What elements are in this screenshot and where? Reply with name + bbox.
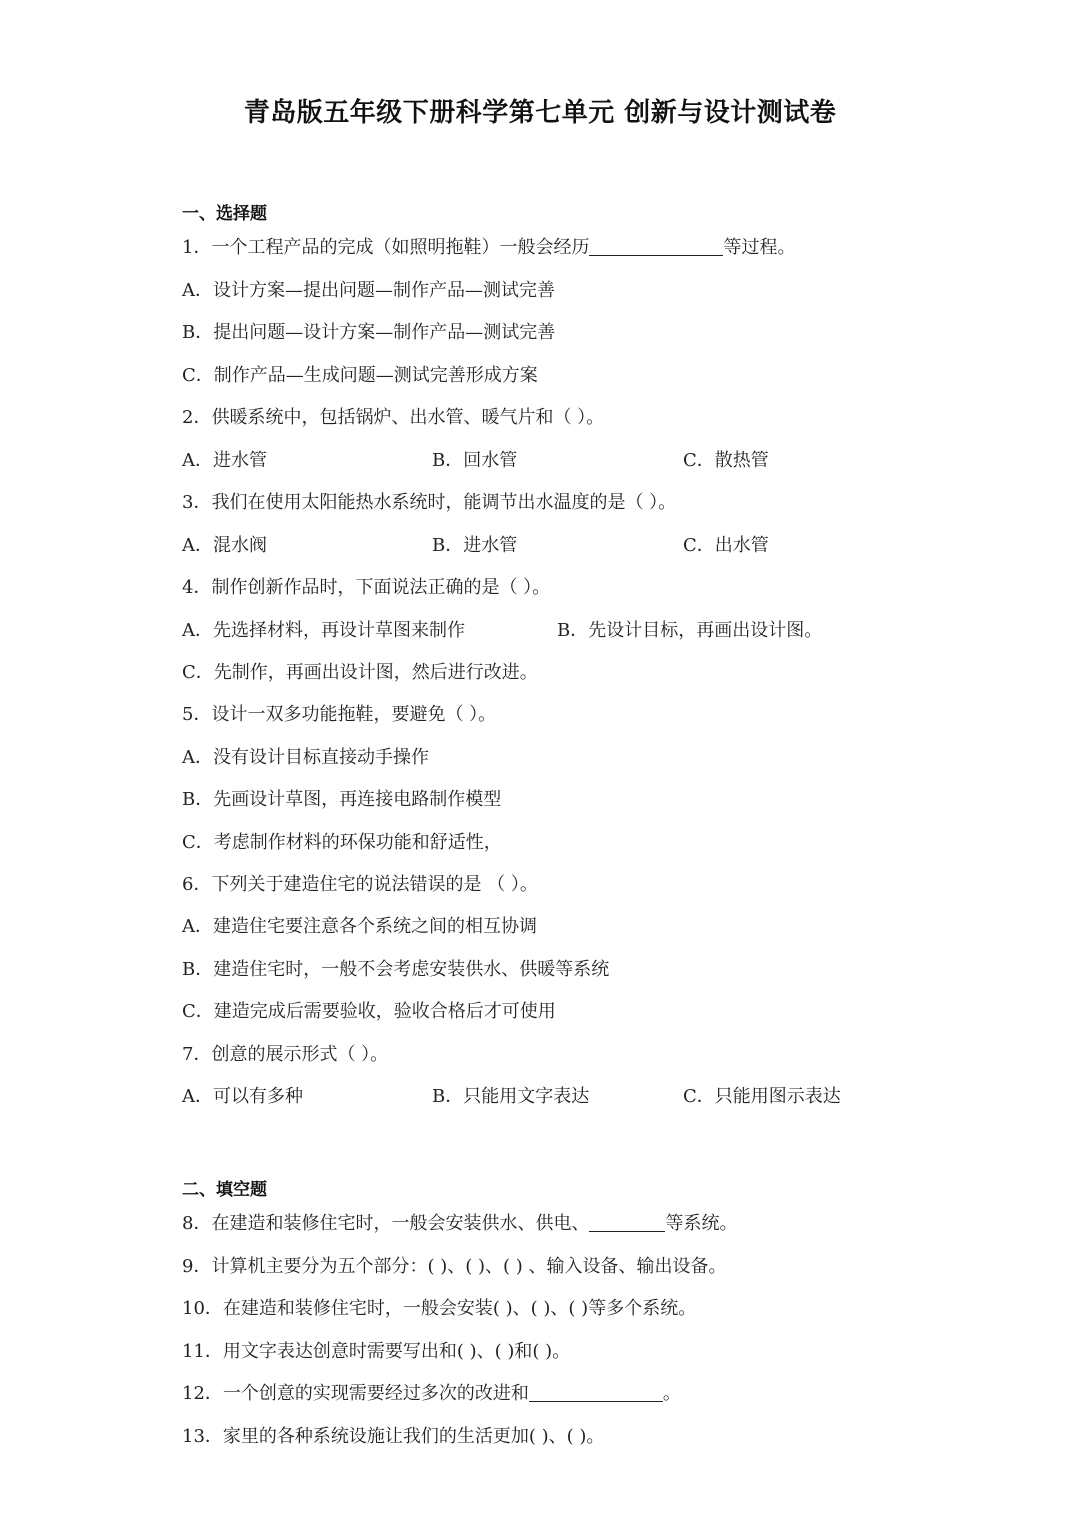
question-8 — [182, 1209, 737, 1235]
question-8-text: 8．在建造和装修住宅时，一般会安装供水、供电、 — [182, 1213, 590, 1234]
question-9: 9．计算机主要分为五个部分：( )、( )、( ) 、输入设备、输出设备。 — [182, 1256, 727, 1277]
question-13: 13．家里的各种系统设施让我们的生活更加( )、( )。 — [182, 1426, 605, 1447]
q6-option-a: A．建造住宅要注意各个系统之间的相互协调 — [182, 916, 537, 937]
q2-option-a: A．进水管 — [182, 450, 267, 471]
q2-option-b: B．回水管 — [432, 450, 518, 471]
q7-option-a: A．可以有多种 — [182, 1086, 303, 1107]
q4-option-c: C．先制作，再画出设计图，然后进行改进。 — [182, 662, 538, 683]
question-3: 3．我们在使用太阳能热水系统时，能调节出水温度的是（ ）。 — [182, 492, 677, 513]
q5-option-c: C．考虑制作材料的环保功能和舒适性， — [182, 832, 502, 853]
q7-option-b: B．只能用文字表达 — [432, 1086, 590, 1107]
q3-option-c: C．出水管 — [683, 535, 769, 556]
question-4: 4．制作创新作品时，下面说法正确的是（ ）。 — [182, 577, 551, 598]
answer-blank[interactable] — [589, 1213, 665, 1232]
question-10: 10．在建造和装修住宅时，一般会安装( )、( )、( )等多个系统。 — [182, 1298, 697, 1319]
q1-option-c: C．制作产品—生成问题—测试完善形成方案 — [182, 365, 538, 386]
section-heading-fill: 二、填空题 — [182, 1180, 267, 1200]
q4-option-b: B．先设计目标，再画出设计图。 — [557, 620, 823, 641]
q1-option-a: A．设计方案—提出问题—制作产品—测试完善 — [182, 280, 555, 301]
answer-blank[interactable] — [589, 237, 723, 256]
question-6: 6．下列关于建造住宅的说法错误的是 （ ）。 — [182, 874, 538, 895]
q3-option-b: B．进水管 — [432, 535, 518, 556]
question-12 — [182, 1379, 681, 1405]
question-5: 5．设计一双多功能拖鞋，要避免（ ）。 — [182, 704, 497, 725]
question-11: 11．用文字表达创意时需要写出和( )、( )和( )。 — [182, 1341, 571, 1362]
q5-option-a: A．没有设计目标直接动手操作 — [182, 747, 429, 768]
question-1 — [182, 233, 795, 259]
section-heading-choice: 一、选择题 — [182, 204, 267, 224]
q3-option-a: A．混水阀 — [182, 535, 267, 556]
question-12-text: 12．一个创意的实现需要经过多次的改进和 — [182, 1383, 529, 1404]
q2-option-c: C．散热管 — [683, 450, 769, 471]
page-title: 青岛版五年级下册科学第七单元 创新与设计测试卷 — [243, 98, 837, 128]
q6-option-c: C．建造完成后需要验收，验收合格后才可使用 — [182, 1001, 556, 1022]
question-8-suffix: 等系统。 — [665, 1213, 738, 1234]
q5-option-b: B．先画设计草图，再连接电路制作模型 — [182, 789, 502, 810]
q6-option-b: B．建造住宅时，一般不会考虑安装供水、供暖等系统 — [182, 959, 610, 980]
q4-option-a: A．先选择材料，再设计草图来制作 — [182, 620, 465, 641]
q1-option-b: B．提出问题—设计方案—制作产品—测试完善 — [182, 322, 556, 343]
question-7: 7．创意的展示形式（ ）。 — [182, 1044, 389, 1065]
question-12-suffix: 。 — [662, 1383, 681, 1404]
question-1-text: 1．一个工程产品的完成（如照明拖鞋）一般会经历 — [182, 237, 590, 258]
question-1-suffix: 等过程。 — [723, 237, 796, 258]
answer-blank[interactable] — [529, 1383, 663, 1402]
question-2: 2．供暖系统中，包括锅炉、出水管、暖气片和（ ）。 — [182, 407, 605, 428]
q7-option-c: C．只能用图示表达 — [683, 1086, 841, 1107]
